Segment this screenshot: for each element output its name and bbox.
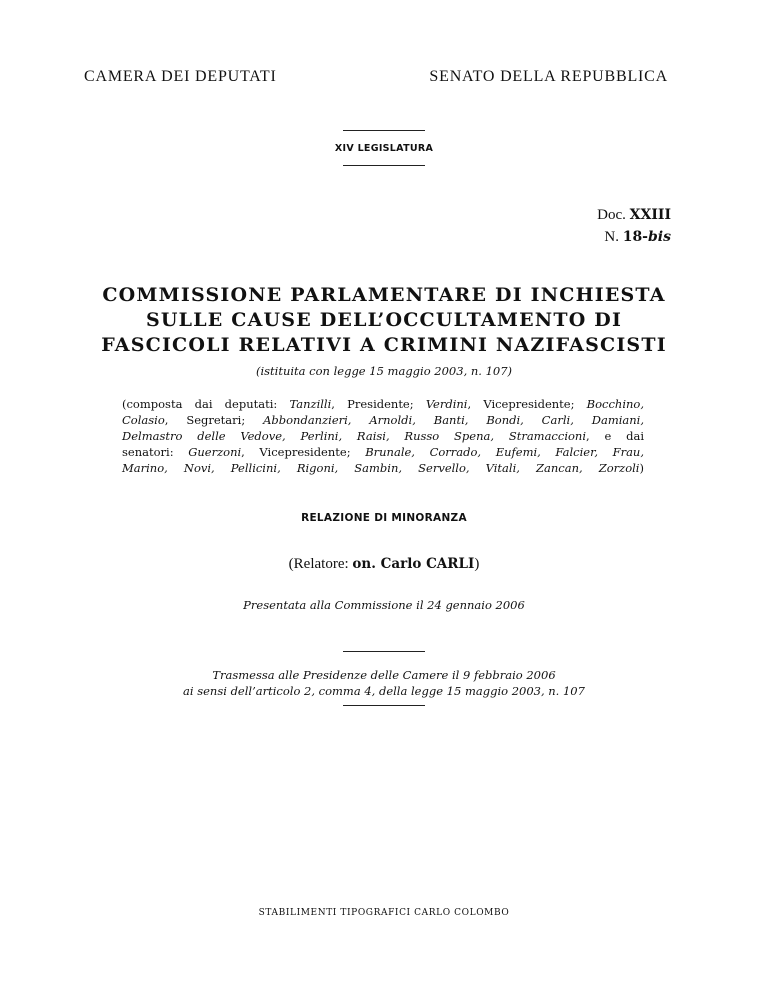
divider-above-transmission <box>343 651 425 652</box>
legislature-label: XIV LEGISLATURA <box>334 143 434 154</box>
report-type: RELAZIONE DI MINORANZA <box>301 512 467 524</box>
text-run: ) <box>639 461 644 475</box>
title-line-2: SULLE CAUSE DELL’OCCULTAMENTO DI <box>145 309 623 331</box>
title-line-3: FASCICOLI RELATIVI A CRIMINI NAZIFASCISTI <box>101 334 667 356</box>
composition-line <box>122 412 644 428</box>
italic-name-run: Brunale, Corrado, Eufemi, Falcier, Frau, <box>365 445 644 459</box>
text-run: , e dai <box>586 429 645 443</box>
divider-below-legislature <box>343 165 425 166</box>
composition-line <box>122 396 644 412</box>
rapporteur-name: on. Carlo CARLI <box>352 556 475 572</box>
doc-line <box>597 204 671 226</box>
transmission-line-2: ai sensi dell’articolo 2, comma 4, della legge 15 maggio 2003, n. 107 <box>183 684 585 698</box>
composition-line <box>122 444 644 460</box>
title-line-1: COMMISSIONE PARLAMENTARE DI INCHIESTA <box>102 284 666 306</box>
commission-title <box>0 283 768 358</box>
rapporteur-line <box>0 556 768 573</box>
n-line <box>597 226 671 248</box>
italic-name-run: Guerzoni <box>188 445 242 459</box>
text-run: , Segretari; <box>164 413 264 427</box>
transmission-line-1: Trasmessa alle Presidenze delle Camere il 9 febbraio 2006 <box>212 668 556 682</box>
italic-name-run: Delmastro delle Vedove, Perlini, Raisi, Russo Spena, Stramaccioni <box>122 429 587 443</box>
n-prefix: N. <box>604 229 619 245</box>
rapporteur-close: ) <box>474 556 480 572</box>
transmission-note <box>0 667 768 699</box>
n-number: 18-bis <box>622 229 671 245</box>
senate-header: SENATO DELLA REPUBBLICA <box>429 68 668 85</box>
composition-line <box>122 428 644 444</box>
printer-imprint: STABILIMENTI TIPOGRAFICI CARLO COLOMBO <box>258 908 510 918</box>
doc-prefix: Doc. <box>597 207 626 223</box>
n-suffix: bis <box>648 229 671 245</box>
doc-number: XXIII <box>629 207 671 223</box>
text-run: senatori: <box>122 445 189 459</box>
italic-name-run: Abbondanzieri, Arnoldi, Banti, Bondi, Carli, Damiani, <box>263 413 645 427</box>
divider-below-transmission <box>343 705 425 706</box>
italic-name-run: Tanzilli <box>289 397 332 411</box>
composition-line <box>122 460 644 476</box>
presentation-date: Presentata alla Commissione il 24 gennaio 2006 <box>243 598 525 612</box>
rapporteur-open: (Relatore: <box>288 556 353 572</box>
italic-name-run: Marino, Novi, Pellicini, Rigoni, Sambin, Servello, Vitali, Zancan, Zorzoli <box>122 461 640 475</box>
text-run: , Vicepresidente; <box>467 397 587 411</box>
italic-name-run: Colasio <box>122 413 165 427</box>
text-run: (composta dai deputati: <box>122 397 290 411</box>
establishment-note: (istituita con legge 15 maggio 2003, n. 107) <box>255 364 513 378</box>
chamber-header: CAMERA DEI DEPUTATI <box>84 68 277 85</box>
document-number-block <box>597 204 671 248</box>
divider-top <box>343 130 425 131</box>
text-run: , Vicepresidente; <box>241 445 366 459</box>
text-run: , Presidente; <box>331 397 426 411</box>
italic-name-run: Verdini <box>425 397 468 411</box>
italic-name-run: Bocchino, <box>586 397 644 411</box>
composition-paragraph <box>122 396 644 476</box>
